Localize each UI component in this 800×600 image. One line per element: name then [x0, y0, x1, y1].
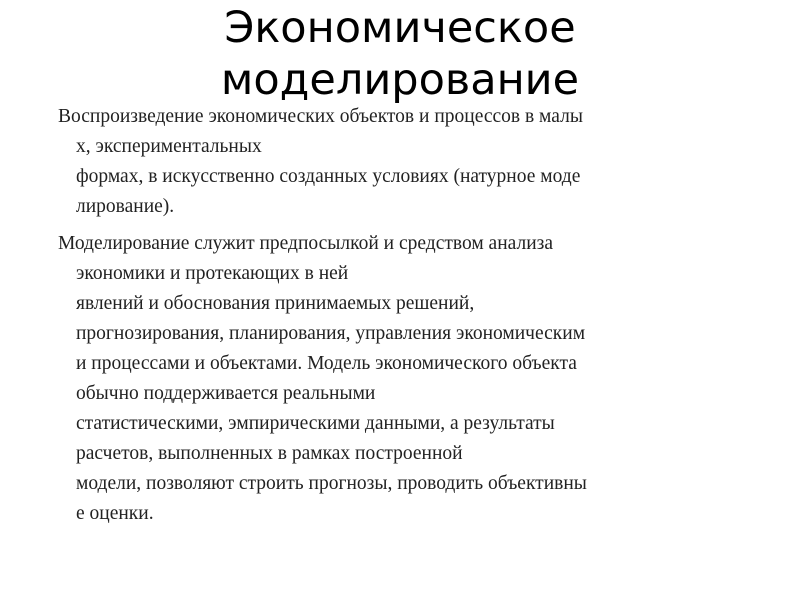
paragraph-line: лирование).	[76, 196, 175, 217]
paragraph-line: и процессами и объектами. Модель экономического объекта	[76, 353, 577, 374]
paragraph-line: экономики и протекающих в ней	[76, 263, 349, 284]
title-line-2: моделирование	[220, 55, 580, 105]
paragraph-purpose	[58, 229, 587, 529]
paragraph-line: прогнозирования, планирования, управления экономическим	[76, 323, 586, 344]
title-line-1: Экономическое	[224, 3, 576, 53]
paragraph-line: е оценки.	[76, 503, 154, 524]
paragraph-line: Моделирование служит предпосылкой и средством анализа	[58, 233, 554, 254]
paragraph-line: статистическими, эмпирическими данными, а результаты	[76, 413, 555, 434]
paragraph-line: явлений и обоснования принимаемых решений,	[76, 293, 475, 314]
paragraph-line: модели, позволяют строить прогнозы, проводить объективны	[76, 473, 587, 494]
paragraph-definition	[58, 102, 583, 222]
slide-title	[0, 2, 800, 106]
paragraph-line: формах, в искусственно созданных условиях (натурное моде	[76, 166, 581, 187]
paragraph-line: Воспроизведение экономических объектов и процессов в малы	[58, 106, 583, 127]
paragraph-line: обычно поддерживается реальными	[76, 383, 376, 404]
paragraph-line: расчетов, выполненных в рамках построенной	[76, 443, 463, 464]
paragraph-line: х, экспериментальных	[76, 136, 262, 157]
